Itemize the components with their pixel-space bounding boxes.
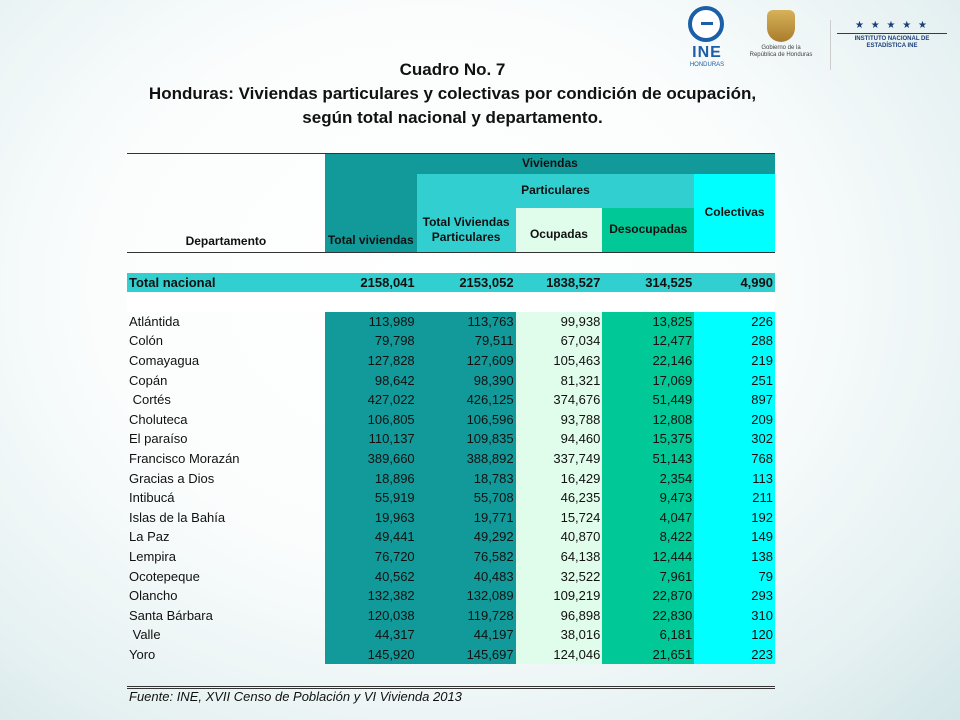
table-row bbox=[127, 469, 775, 489]
ine-logo-text: INE bbox=[692, 44, 722, 61]
total-viviendas-cell: 98,642 bbox=[325, 371, 417, 391]
total-viviendas-cell: 132,382 bbox=[325, 586, 417, 606]
colectivas-cell: 219 bbox=[694, 351, 775, 371]
desocupadas-cell: 12,477 bbox=[602, 331, 694, 351]
total-label: Total nacional bbox=[127, 273, 325, 293]
table-row bbox=[127, 567, 775, 587]
header-colectivas: Colectivas bbox=[694, 174, 775, 253]
header-desocupadas: Desocupadas bbox=[602, 208, 694, 253]
colectivas-cell: 79 bbox=[694, 567, 775, 587]
total-particulares-cell: 98,390 bbox=[417, 371, 516, 391]
desocupadas-cell: 12,808 bbox=[602, 410, 694, 430]
department-name: Ocotepeque bbox=[129, 568, 200, 584]
department-name: Santa Bárbara bbox=[129, 607, 213, 623]
header-total-viviendas: Total viviendas bbox=[325, 174, 417, 253]
colectivas-cell: 211 bbox=[694, 488, 775, 508]
total-viviendas-cell: 40,562 bbox=[325, 567, 417, 587]
department-name: Copán bbox=[129, 372, 168, 388]
desocupadas-cell: 22,870 bbox=[602, 586, 694, 606]
ocupadas-cell: 67,034 bbox=[516, 331, 603, 351]
ocupadas-cell: 32,522 bbox=[516, 567, 603, 587]
total-viviendas-cell: 110,137 bbox=[325, 429, 417, 449]
table-row bbox=[127, 547, 775, 567]
total-viviendas-cell: 76,720 bbox=[325, 547, 417, 567]
desocupadas-cell: 7,961 bbox=[602, 567, 694, 587]
total-viviendas-cell: 19,963 bbox=[325, 508, 417, 528]
desocupadas-cell: 22,146 bbox=[602, 351, 694, 371]
ine-e-icon bbox=[688, 6, 724, 42]
total-viviendas-cell: 18,896 bbox=[325, 469, 417, 489]
total-particulares-cell: 132,089 bbox=[417, 586, 516, 606]
total-particulares-cell: 40,483 bbox=[417, 567, 516, 587]
colectivas-cell: 138 bbox=[694, 547, 775, 567]
desocupadas-cell: 17,069 bbox=[602, 371, 694, 391]
department-name: Choluteca bbox=[129, 411, 188, 427]
ocupadas-cell: 46,235 bbox=[516, 488, 603, 508]
colectivas-cell: 226 bbox=[694, 312, 775, 332]
ocupadas-cell: 374,676 bbox=[516, 390, 603, 410]
department-name: Olancho bbox=[129, 588, 178, 604]
colectivas-cell: 302 bbox=[694, 429, 775, 449]
colectivas-cell: 209 bbox=[694, 410, 775, 430]
colectivas-cell: 192 bbox=[694, 508, 775, 528]
table-row bbox=[127, 488, 775, 508]
desocupadas-cell: 9,473 bbox=[602, 488, 694, 508]
department-name: Cortés bbox=[129, 392, 171, 408]
total-particulares-cell: 127,609 bbox=[417, 351, 516, 371]
ocupadas-cell: 94,460 bbox=[516, 429, 603, 449]
total-viviendas-cell: 389,660 bbox=[325, 449, 417, 469]
table-row bbox=[127, 527, 775, 547]
ocupadas-cell: 105,463 bbox=[516, 351, 603, 371]
total-viviendas-cell: 79,798 bbox=[325, 331, 417, 351]
total-viviendas-cell: 127,828 bbox=[325, 351, 417, 371]
total-viviendas-cell: 120,038 bbox=[325, 606, 417, 626]
ocupadas-cell: 81,321 bbox=[516, 371, 603, 391]
department-name: Colón bbox=[129, 333, 163, 349]
total-cell: 314,525 bbox=[602, 273, 694, 293]
total-cell: 4,990 bbox=[694, 273, 775, 293]
total-particulares-cell: 119,728 bbox=[417, 606, 516, 626]
table-row bbox=[127, 390, 775, 410]
source-note: Fuente: INE, XVII Censo de Población y VI Vivienda 2013 bbox=[129, 689, 462, 704]
desocupadas-cell: 13,825 bbox=[602, 312, 694, 332]
header-departamento: Departamento bbox=[127, 154, 325, 253]
ocupadas-cell: 337,749 bbox=[516, 449, 603, 469]
desocupadas-cell: 8,422 bbox=[602, 527, 694, 547]
instituto-logo bbox=[830, 20, 947, 70]
ocupadas-cell: 109,219 bbox=[516, 586, 603, 606]
colectivas-cell: 288 bbox=[694, 331, 775, 351]
ocupadas-cell: 40,870 bbox=[516, 527, 603, 547]
header-ocupadas: Ocupadas bbox=[516, 208, 603, 253]
department-name: Comayagua bbox=[129, 352, 200, 368]
desocupadas-cell: 2,354 bbox=[602, 469, 694, 489]
total-cell: 1838,527 bbox=[516, 273, 603, 293]
total-viviendas-cell: 49,441 bbox=[325, 527, 417, 547]
department-name: Valle bbox=[129, 627, 161, 643]
footer-rule bbox=[127, 686, 775, 687]
colectivas-cell: 113 bbox=[694, 469, 775, 489]
table-row bbox=[127, 606, 775, 626]
colectivas-cell: 310 bbox=[694, 606, 775, 626]
table-row bbox=[127, 312, 775, 332]
total-viviendas-cell: 44,317 bbox=[325, 625, 417, 645]
table-number: Cuadro No. 7 bbox=[399, 60, 506, 79]
title-block bbox=[130, 58, 775, 130]
desocupadas-cell: 6,181 bbox=[602, 625, 694, 645]
ocupadas-cell: 99,938 bbox=[516, 312, 603, 332]
ocupadas-cell: 15,724 bbox=[516, 508, 603, 528]
colectivas-cell: 897 bbox=[694, 390, 775, 410]
table-row bbox=[127, 508, 775, 528]
total-particulares-cell: 44,197 bbox=[417, 625, 516, 645]
total-cell: 2158,041 bbox=[325, 273, 417, 293]
ocupadas-cell: 64,138 bbox=[516, 547, 603, 567]
table-row bbox=[127, 351, 775, 371]
total-particulares-cell: 109,835 bbox=[417, 429, 516, 449]
table-row bbox=[127, 625, 775, 645]
housing-table bbox=[127, 153, 775, 664]
total-particulares-cell: 145,697 bbox=[417, 645, 516, 665]
department-rows bbox=[127, 312, 775, 665]
table-row bbox=[127, 331, 775, 351]
ocupadas-cell: 124,046 bbox=[516, 645, 603, 665]
total-particulares-cell: 76,582 bbox=[417, 547, 516, 567]
header-particulares: Particulares bbox=[417, 174, 695, 208]
total-particulares-cell: 106,596 bbox=[417, 410, 516, 430]
total-particulares-cell: 19,771 bbox=[417, 508, 516, 528]
colectivas-cell: 768 bbox=[694, 449, 775, 469]
table-title: Honduras: Viviendas particulares y colectivas por condición de ocupación, según total nacional y departamento. bbox=[148, 84, 757, 127]
total-particulares-cell: 18,783 bbox=[417, 469, 516, 489]
ine-logo-subtext: HONDURAS bbox=[689, 62, 725, 68]
ocupadas-cell: 93,788 bbox=[516, 410, 603, 430]
table-row bbox=[127, 645, 775, 665]
gobierno-logo-text: Gobierno de la República de Honduras bbox=[749, 45, 813, 58]
ocupadas-cell: 96,898 bbox=[516, 606, 603, 626]
total-particulares-cell: 113,763 bbox=[417, 312, 516, 332]
table-row bbox=[127, 429, 775, 449]
department-name: El paraíso bbox=[129, 431, 188, 447]
ocupadas-cell: 38,016 bbox=[516, 625, 603, 645]
desocupadas-cell: 51,143 bbox=[602, 449, 694, 469]
total-particulares-cell: 79,511 bbox=[417, 331, 516, 351]
stars-icon: ★ ★ ★ ★ ★ bbox=[855, 20, 929, 31]
total-viviendas-cell: 113,989 bbox=[325, 312, 417, 332]
department-name: Intibucá bbox=[129, 490, 175, 506]
table-row bbox=[127, 449, 775, 469]
total-particulares-cell: 55,708 bbox=[417, 488, 516, 508]
department-name: Gracias a Dios bbox=[129, 470, 215, 486]
total-particulares-cell: 426,125 bbox=[417, 390, 516, 410]
colectivas-cell: 223 bbox=[694, 645, 775, 665]
desocupadas-cell: 12,444 bbox=[602, 547, 694, 567]
total-viviendas-cell: 106,805 bbox=[325, 410, 417, 430]
total-viviendas-cell: 427,022 bbox=[325, 390, 417, 410]
desocupadas-cell: 51,449 bbox=[602, 390, 694, 410]
colectivas-cell: 149 bbox=[694, 527, 775, 547]
total-row bbox=[127, 273, 775, 293]
coat-of-arms-icon bbox=[767, 10, 795, 42]
total-particulares-cell: 388,892 bbox=[417, 449, 516, 469]
department-name: Islas de la Bahía bbox=[129, 509, 226, 525]
total-viviendas-cell: 145,920 bbox=[325, 645, 417, 665]
table-row bbox=[127, 371, 775, 391]
department-name: Francisco Morazán bbox=[129, 450, 240, 466]
colectivas-cell: 251 bbox=[694, 371, 775, 391]
table-row bbox=[127, 410, 775, 430]
colectivas-cell: 293 bbox=[694, 586, 775, 606]
total-viviendas-cell: 55,919 bbox=[325, 488, 417, 508]
header-viviendas: Viviendas bbox=[325, 154, 775, 174]
header-total-particulares: Total Viviendas Particulares bbox=[417, 208, 516, 253]
total-particulares-cell: 49,292 bbox=[417, 527, 516, 547]
department-name: La Paz bbox=[129, 529, 170, 545]
table-row bbox=[127, 586, 775, 606]
desocupadas-cell: 15,375 bbox=[602, 429, 694, 449]
desocupadas-cell: 22,830 bbox=[602, 606, 694, 626]
desocupadas-cell: 4,047 bbox=[602, 508, 694, 528]
total-cell: 2153,052 bbox=[417, 273, 516, 293]
instituto-logo-text: INSTITUTO NACIONAL DE ESTADÍSTICA INE bbox=[837, 33, 947, 50]
desocupadas-cell: 21,651 bbox=[602, 645, 694, 665]
colectivas-cell: 120 bbox=[694, 625, 775, 645]
department-name: Lempira bbox=[129, 548, 176, 564]
department-name: Yoro bbox=[129, 646, 156, 662]
ocupadas-cell: 16,429 bbox=[516, 469, 603, 489]
department-name: Atlántida bbox=[129, 313, 180, 329]
